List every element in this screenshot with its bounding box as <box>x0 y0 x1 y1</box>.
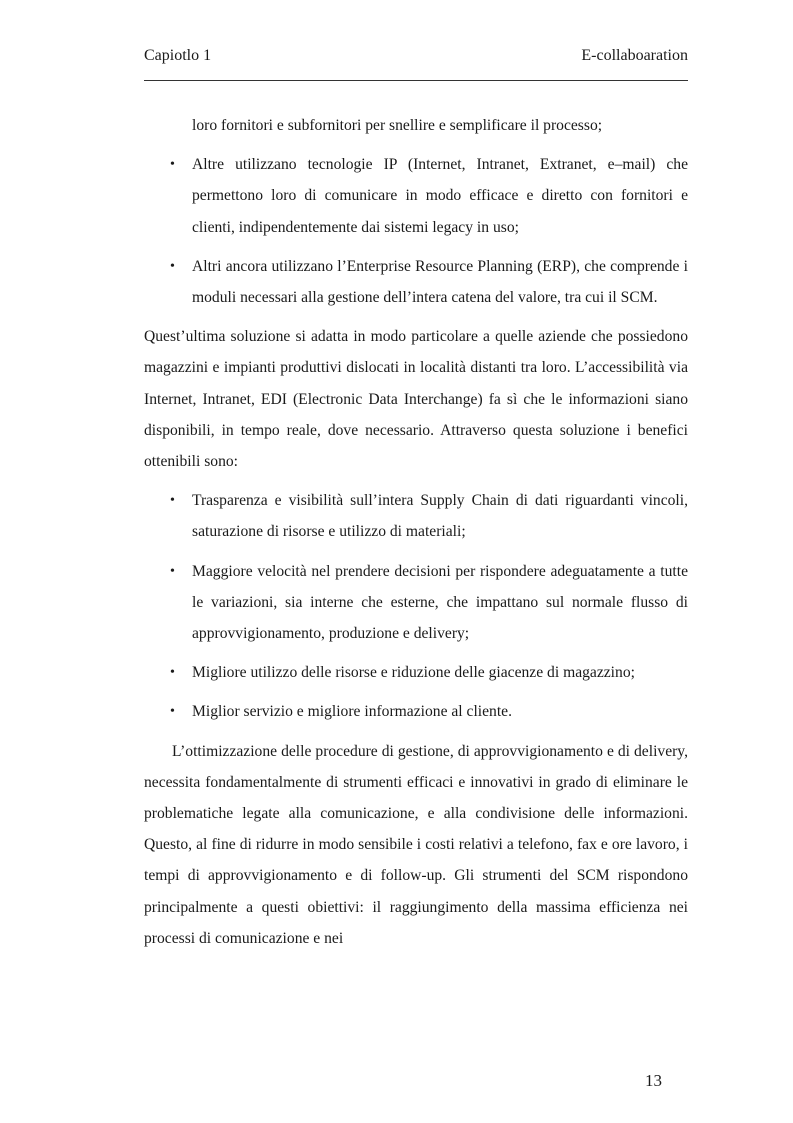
header-chapter: Capiotlo 1 <box>144 47 212 64</box>
bullet-icon: • <box>170 563 175 579</box>
list-item <box>144 556 688 650</box>
bullet-icon: • <box>170 704 175 720</box>
bullet-icon: • <box>170 157 175 173</box>
list-item-text: Maggiore velocità nel prendere decisioni per rispondere adeguatamente a tutte le variazioni, sia interne che esterne, che impattano sul normale flusso di approvvigionamento, produzione e delivery; <box>192 562 688 643</box>
bullet-continuation: loro fornitori e subfornitori per snellire e semplificare il processo; <box>192 117 603 134</box>
bullet-list-1 <box>144 149 688 313</box>
bullet-icon: • <box>170 258 175 274</box>
list-item <box>144 149 688 243</box>
paragraph: Quest’ultima soluzione si adatta in modo particolare a quelle aziende che possiedono magazzini e impianti produttivi dislocati in località distanti tra loro. L’accessibilità via Internet, Intranet, EDI (Electronic Data Interchange) fa sì che le informazioni siano disponibili, in tempo reale, dove necessario. Attraverso questa soluzione i benefici ottenibili sono: <box>144 328 688 471</box>
running-header <box>144 47 688 69</box>
header-rule <box>144 80 688 81</box>
list-item-text: Trasparenza e visibilità sull’intera Supply Chain di dati riguardanti vincoli, saturazione di risorse e utilizzo di materiali; <box>192 492 688 541</box>
paragraph: L’ottimizzazione delle procedure di gestione, di approvvigionamento e di delivery, necessita fondamentalmente di strumenti efficaci e innovativi in grado di eliminare le problematiche legate alla comunicazione, e alla condivisione delle informazioni. Questo, al fine di ridurre in modo sensibile i costi relativi a telefono, fax e ore lavoro, i tempi di approvvigionamento e di follow-up. Gli strumenti del SCM rispondono principalmente a questi obiettivi: il raggiungimento della massima efficienza nei processi di comunicazione e nei <box>144 742 688 947</box>
bullet-icon: • <box>170 493 175 509</box>
list-item-text: Migliore utilizzo delle risorse e riduzione delle giacenze di magazzino; <box>192 664 635 682</box>
list-item <box>144 485 688 547</box>
list-item-text: Miglior servizio e migliore informazione al cliente. <box>192 703 512 721</box>
header-title: E-collaboaration <box>581 47 688 64</box>
list-item <box>144 251 688 313</box>
list-item <box>144 657 688 688</box>
list-item-text: Altre utilizzano tecnologie IP (Internet, Intranet, Extranet, e–mail) che permettono loro di comunicare in modo efficace e diretto con fornitori e clienti, indipendentemente dai sistemi legacy in uso; <box>192 156 688 236</box>
page-number: 13 <box>645 1071 662 1090</box>
body-text <box>144 110 688 954</box>
list-item-text: Altri ancora utilizzano l’Enterprise Resource Planning (ERP), che comprende i moduli necessari alla gestione dell’intera catena del valore, tra cui il SCM. <box>192 257 688 307</box>
list-item <box>144 696 688 727</box>
bullet-icon: • <box>170 665 175 681</box>
bullet-list-2 <box>144 485 688 727</box>
